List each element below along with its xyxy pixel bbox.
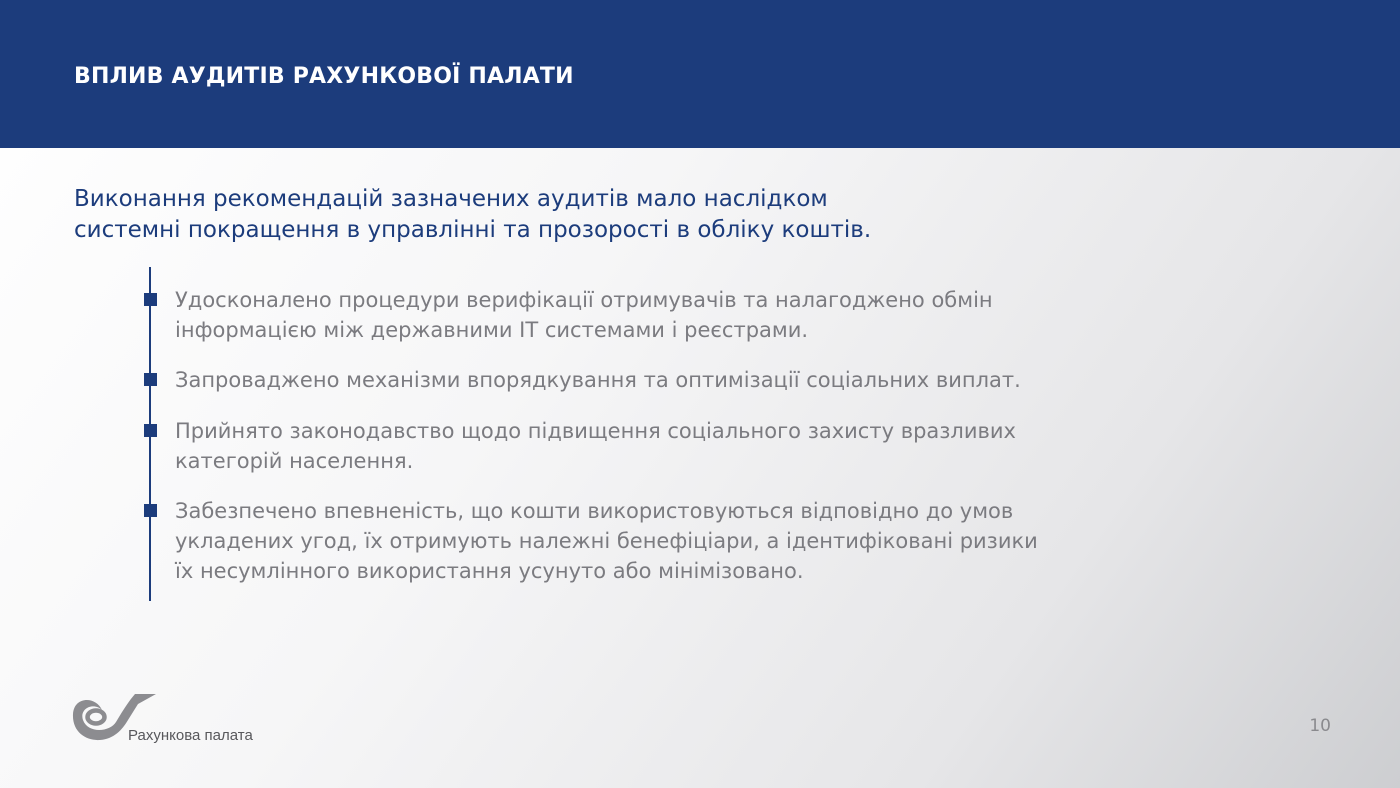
bullet-line: інформацією між державними ІТ системами і реєстрами. — [175, 318, 809, 342]
page-number: 10 — [1309, 716, 1331, 736]
logo-text: Рахункова палата — [128, 727, 253, 744]
bullet-line: категорій населення. — [175, 449, 414, 473]
organization-logo — [72, 692, 292, 748]
bullet-text — [175, 365, 1205, 395]
lead-line: системні покращення в управлінні та прозорості в обліку коштів. — [74, 217, 872, 243]
square-bullet-icon — [144, 373, 157, 386]
square-bullet-icon — [144, 293, 157, 306]
lead-statement — [74, 184, 1074, 246]
slide-title: ВПЛИВ АУДИТІВ РАХУНКОВОЇ ПАЛАТИ — [74, 64, 574, 89]
bullet-text — [175, 496, 1205, 586]
header-bar — [0, 0, 1400, 148]
bullet-text — [175, 285, 1205, 345]
bullet-line: Забезпечено впевненість, що кошти використовуються відповідно до умов — [175, 499, 1014, 523]
square-bullet-icon — [144, 504, 157, 517]
lead-line: Виконання рекомендацій зазначених аудитів мало наслідком — [74, 186, 828, 212]
bullet-text — [175, 416, 1205, 476]
bullet-line: Прийнято законодавство щодо підвищення соціального захисту вразливих — [175, 419, 1016, 443]
bullet-line: Удосконалено процедури верифікації отримувачів та налагоджено обмін — [175, 288, 993, 312]
bullet-line: їх несумлінного використання усунуто або мінімізовано. — [175, 559, 804, 583]
bullet-line: Запроваджено механізми впорядкування та оптимізації соціальних виплат. — [175, 368, 1021, 392]
square-bullet-icon — [144, 424, 157, 437]
bullet-line: укладених угод, їх отримують належні бенефіціари, а ідентифіковані ризики — [175, 529, 1038, 553]
